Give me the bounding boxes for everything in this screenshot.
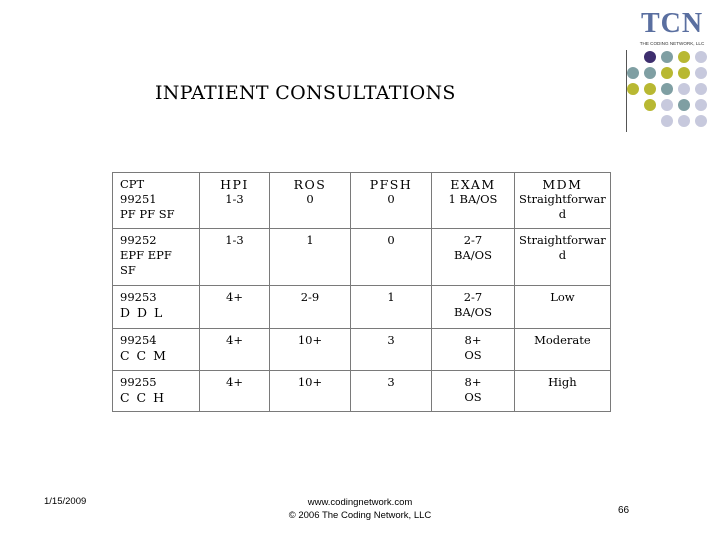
dot <box>661 115 673 127</box>
table-cell-pfsh <box>351 371 432 412</box>
dot <box>644 83 656 95</box>
cell-line: Straightforwar <box>519 233 606 247</box>
table-cell-exam <box>432 286 515 329</box>
page-number: 66 <box>618 505 630 516</box>
cell-line: OS <box>464 348 482 362</box>
footer-url: www.codingnetwork.com <box>307 497 413 508</box>
cell-line: 1 <box>387 290 395 304</box>
table-cell-pfsh <box>351 329 432 371</box>
logo-text: TCN <box>640 8 704 39</box>
cell-line: Straightforwar <box>519 192 606 206</box>
table-cell-mdm <box>515 371 611 412</box>
dot <box>627 83 639 95</box>
cell-line: C C H <box>120 390 166 405</box>
column-header: MDM <box>542 177 583 192</box>
cell-line: 10+ <box>297 333 323 347</box>
table-cell-mdm <box>515 173 611 229</box>
cell-line: 10+ <box>297 375 323 389</box>
cell-line: d <box>558 248 567 262</box>
table-cell-mdm <box>515 286 611 329</box>
cell-line: 99251 <box>120 192 157 206</box>
cell-line: 0 <box>387 233 395 247</box>
cell-line: 2-9 <box>300 290 320 304</box>
company-logo <box>632 8 712 48</box>
slide-date: 1/15/2009 <box>44 496 87 507</box>
cell-line: Low <box>550 290 575 304</box>
cell-line: 99254 <box>120 333 157 347</box>
cell-line: 99255 <box>120 375 157 389</box>
dot <box>695 83 707 95</box>
cell-line: D D L <box>120 305 164 320</box>
dot <box>678 115 690 127</box>
dot <box>661 83 673 95</box>
cell-line: 8+ <box>464 333 482 347</box>
cell-line: PF PF SF <box>120 207 175 221</box>
cell-line: SF <box>120 263 136 277</box>
table-row <box>113 229 611 286</box>
column-header: ROS <box>293 177 327 192</box>
table-cell-code <box>113 371 200 412</box>
cell-line: 4+ <box>226 333 243 347</box>
cell-line: BA/OS <box>454 305 492 319</box>
dot <box>678 51 690 63</box>
table-cell-ros <box>270 173 351 229</box>
dot <box>678 83 690 95</box>
table-cell-ros <box>270 371 351 412</box>
table-cell-hpi <box>200 229 270 286</box>
dot <box>661 67 673 79</box>
table-cell-exam <box>432 173 515 229</box>
cell-line: 1 <box>306 233 314 247</box>
table-cell-code <box>113 173 200 229</box>
table-row <box>113 371 611 412</box>
dot <box>695 51 707 63</box>
table-cell-ros <box>270 229 351 286</box>
cell-line: 2-7 <box>463 290 483 304</box>
cell-line: d <box>558 207 567 221</box>
column-header: HPI <box>220 177 249 192</box>
table-cell-code <box>113 286 200 329</box>
table-cell-hpi <box>200 286 270 329</box>
slide-footer <box>280 496 440 522</box>
table-cell-pfsh <box>351 286 432 329</box>
cell-line: 8+ <box>464 375 482 389</box>
dot <box>661 99 673 111</box>
dot <box>695 99 707 111</box>
cell-line: High <box>548 375 577 389</box>
table-cell-mdm <box>515 229 611 286</box>
dot <box>695 115 707 127</box>
cell-line: 3 <box>387 375 395 389</box>
table-cell-pfsh <box>351 229 432 286</box>
cell-line: 99252 <box>120 233 157 247</box>
table-row <box>113 329 611 371</box>
column-header: PFSH <box>369 177 413 192</box>
table-cell-code <box>113 229 200 286</box>
table-cell-hpi <box>200 329 270 371</box>
cell-line: 4+ <box>226 290 243 304</box>
dot <box>661 51 673 63</box>
cell-line: 0 <box>306 192 314 206</box>
table-row <box>113 173 611 229</box>
footer-copyright: © 2006 The Coding Network, LLC <box>288 510 432 521</box>
table-cell-exam <box>432 329 515 371</box>
cell-line: 1 BA/OS <box>448 192 498 206</box>
cell-line: C C M <box>120 348 168 363</box>
cell-line: CPT <box>120 177 145 191</box>
dot <box>678 67 690 79</box>
cell-line: 3 <box>387 333 395 347</box>
table-cell-ros <box>270 286 351 329</box>
dot <box>695 67 707 79</box>
cell-line: 1-3 <box>225 192 244 206</box>
cell-line: BA/OS <box>454 248 492 262</box>
table-cell-pfsh <box>351 173 432 229</box>
table-row <box>113 286 611 329</box>
dot <box>644 51 656 63</box>
cell-line: EPF EPF <box>120 248 172 262</box>
dot <box>644 99 656 111</box>
logo-subtext: THE CODING NETWORK, LLC <box>639 41 705 46</box>
table-cell-hpi <box>200 173 270 229</box>
consultation-table <box>112 172 611 412</box>
table-cell-hpi <box>200 371 270 412</box>
table-cell-code <box>113 329 200 371</box>
table-cell-ros <box>270 329 351 371</box>
cell-line: Moderate <box>534 333 591 347</box>
cell-line: 1-3 <box>225 233 244 247</box>
table-cell-exam <box>432 371 515 412</box>
table-cell-exam <box>432 229 515 286</box>
dot <box>678 99 690 111</box>
cell-line: 0 <box>387 192 395 206</box>
dot <box>644 67 656 79</box>
table-cell-mdm <box>515 329 611 371</box>
cell-line: 4+ <box>226 375 243 389</box>
cell-line: 2-7 <box>463 233 483 247</box>
dot <box>627 67 639 79</box>
slide-title: INPATIENT CONSULTATIONS <box>155 82 456 104</box>
cell-line: 99253 <box>120 290 157 304</box>
column-header: EXAM <box>450 177 496 192</box>
cell-line: OS <box>464 390 482 404</box>
